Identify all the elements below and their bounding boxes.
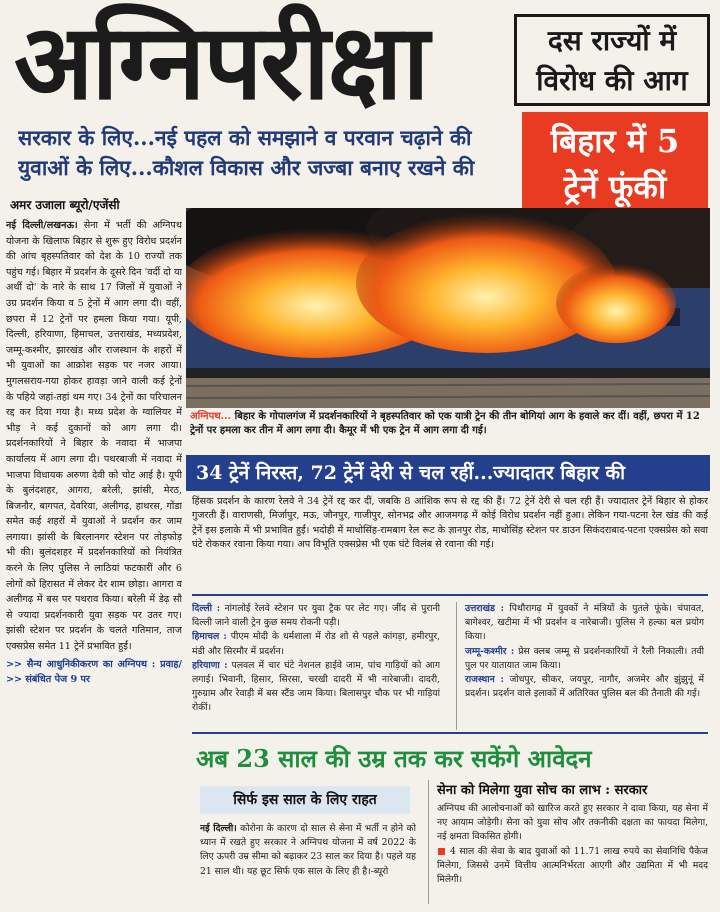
story-heading: 34 ट्रेनें निरस्त, 72 ट्रेनें देरी से चल रहीं...ज्यादातर बिहार की [186, 455, 710, 491]
relief-tag: सिर्फ इस साल के लिए राहत [200, 786, 410, 814]
govt-claim-story [428, 780, 708, 904]
govt-claim-bullet-item [437, 845, 708, 888]
states-column-left [192, 602, 440, 730]
state-text: पलवल में चार घंटे नेशनल हाईवे जाम, पांच गाड़ियों को आग लगाई। भिवानी, हिसार, सिरसा, चरखी दादरी में भी नारेबाजी। दादरी, गुरुग्राम और रेवाड़ी में बस स्टैंड जाम किया। बिलासपुर चौक पर भी गाड़ियां रोकीं। [192, 659, 440, 714]
caption-lead: अग्निपथ... [190, 411, 232, 422]
state-key: राजस्थान : [465, 674, 504, 686]
state-key: दिल्ली : [192, 603, 221, 614]
bullet-icon: ■ [437, 845, 447, 857]
photo-illustration [186, 208, 710, 408]
state-item [192, 602, 440, 630]
state-text: नांगलोई रेलवे स्टेशन पर युवा ट्रैक पर लेट गए। जींद से पुरानी दिल्ली जाने वाली ट्रेन कुछ समय रोकनी पड़ी। [192, 603, 440, 629]
state-key: उत्तराखंड : [465, 603, 505, 614]
masthead-title: अग्निपरीक्षा [14, 2, 428, 122]
govt-claim-heading: सेना को मिलेगा युवा सोच का लाभ : सरकार [437, 783, 648, 798]
relief-story [200, 822, 416, 904]
state-key: हिमाचल : [192, 631, 227, 643]
side-box-protest [514, 14, 710, 106]
state-item [465, 673, 704, 701]
state-text: प्रेस क्लब जम्मू से प्रदर्शनकारियों ने रैली निकाली। तवी पुल पर यातायात जाम किया। [465, 645, 704, 671]
masthead-subtitle-1: सरकार के लिए...नई पहल को समझाने व परवान चढ़ाने की [18, 125, 472, 150]
burning-train-photo [186, 208, 710, 408]
side-box-line: ट्रेनें फूंकीं [563, 168, 667, 206]
state-item [465, 645, 704, 673]
dateline: नई दिल्ली/लखनऊ। [6, 220, 78, 231]
dateline: नई दिल्ली। [200, 823, 237, 834]
photo-caption [190, 410, 710, 450]
states-roundup [192, 594, 708, 734]
state-item [192, 630, 440, 658]
side-box-line: विरोध की आग [536, 64, 688, 97]
relief-text: कोरोना के कारण दो साल से सेना में भर्ती न होने को ध्यान में रखते हुए सरकार ने अग्निपथ योजना में वर्ष 2022 के लिए ऊपरी उम्र सीमा को बढ़ाकर 23 साल कर दिया है। पहले यह 21 साल थी। यह छूट सिर्फ एक साल के लिए ही है।-ब्यूरो [200, 823, 416, 877]
state-text: जोधपुर, सीकर, जयपुर, नागौर, अजमेर और झुंझुनूं में प्रदर्शन। प्रदर्शन वाले इलाकों में अतिरिक्त पुलिस बल की तैनाती की गई। [465, 674, 704, 700]
left-column-body: सेना में भर्ती की अग्निपथ योजना के खिलाफ बिहार से शुरू हुए विरोध प्रदर्शन की आंच बृहस्पतिवार को देश के 10 राज्यों तक पहुंच गई। बिहार में प्रदर्शन के दूसरे दिन 'वर्दी दो या अर्थी दो' के नारे के साथ 17 जिलों में युवाओं ने उग्र प्रदर्शन किया व 5 ट्रेनों में आग लगा दी। वहीं, छपरा में 12 ट्रेनों पर हमला किया गया। यूपी, दिल्ली, हरियाणा, हिमाचल, उत्तराखंड, मध्यप्रदेश, जम्मू-कश्मीर, झारखंड और राजस्थान के शहरों में भी युवाओं का आक्रोश सड़क पर नजर आया। मुगलसराय-गया होकर हावड़ा जाने वाली कई ट्रेनों के पहिये जहां-तहां थम गए। 34 ट्रेनों का परिचालन रद्द कर दिया गया है। मध्य प्रदेश के ग्वालियर में भीड़ ने कई दुकानों को आग लगा दी। प्रदर्शनकारियों ने बिहार के नवादा में भाजपा कार्यालय में आग लगा दी। पथरबाजी में नवादा में भाजपा विधायक अरुणा देवी को चोट आई है। यूपी के बुलंदशहर, आगरा, बरेली, झांसी, मेरठ, बिजनौर, बागपत, देवरिया, अलीगढ़, हाथरस, गोंडा समेत कई शहरों में युवाओं ने प्रदर्शन कर जाम लगाया। झांसी के बिरलानगर स्टेशन पर तोड़फोड़ भी की। बुलंदशहर में प्रदर्शनकारियों को नियंत्रित करने के लिए पुलिस ने लाठियां फटकारीं और 6 लोगों को हिरासत में लेकर देर शाम छोड़ा। आगरा व अलीगढ़ में बस पर पथराव किया। बरेली में डेढ़ सौ से ज्यादा प्रदर्शनकारी युवा सड़क पर उतर गए। झांसी स्टेशन पर प्रदर्शन के चलते गतिमान, ताज एक्सप्रेस समेत 11 ट्रेनें प्रभावित हुईं। [6, 220, 182, 653]
govt-claim-text-2: 4 साल की सेवा के बाद युवाओं को 11.71 लाख रुपये का सेवानिधि पैकेज मिलेगा, जिससे उनमें वित्तीय आत्मनिर्भरता आएगी और उद्यमिता में भी मदद मिलेगी। [437, 845, 709, 886]
byline: अमर उजाला ब्यूरो/एजेंसी [10, 198, 120, 212]
state-key: हरियाणा : [192, 659, 228, 671]
govt-claim-text: अग्निपथ की आलोचनाओं को खारिज करते हुए सरकार ने दावा किया, यह सेना में नए आयाम जोड़ेगी। सेना को युवा सोच और तकनीकी दक्षता का फायदा मिलेगा, नई क्षमता विकसित होगी। [437, 803, 708, 843]
state-item [192, 659, 440, 716]
state-text: पीएम मोदी के धर्मशाला में रोड शो से पहले कांगड़ा, हमीरपुर, मंडी और सिरमौर में प्रदर्शन। [192, 631, 440, 657]
side-box-bihar [522, 112, 708, 216]
side-box-line: बिहार में 5 [550, 122, 680, 160]
age-limit-headline: अब 23 साल की उम्र तक कर सकेंगे आवेदन [196, 744, 592, 773]
state-text: पिथौरागढ़ में युवकों ने मंत्रियों के पुतले फूंके। चंपावत, बागेश्वर, खटीमा में भी प्रदर्शन व नारेबाजी। पुलिस ने हल्का बल प्रयोग किया। [465, 603, 704, 643]
side-box-line: दस राज्यों में [547, 24, 677, 57]
story-body: हिंसक प्रदर्शन के कारण रेलवे ने 34 ट्रेनें रद्द कर दीं, जबकि 8 आंशिक रूप से रद्द की हैं। 72 ट्रेनें देरी से चल रही हैं। ज्यादातर ट्रेनें बिहार से होकर गुजरती हैं। वाराणसी, मिर्जापुर, मऊ, जौनपुर, गाजीपुर, सोनभद्र और आजमगढ़ में कोई विरोध प्रदर्शन नहीं हुआ। लेकिन गया-पटना रेल खंड की कई ट्रेनें इस इलाके में भी प्रभावित हुईं। भदोही में माधोसिंह-रामबाग रेल रूट के ज्ञानपुर रोड, माधोसिंह स्टेशन पर डाउन सिकंदराबाद-पटना एक्सप्रेस को सवा घंटे रोककर रवाना किया गया। अप विभूति एक्सप्रेस भी एक घंटे विलंब से रवाना की गई। [192, 496, 708, 551]
related-link[interactable]: >> सैन्य आधुनिकीकरण का अग्निपथ : प्रवाह/ [6, 658, 182, 670]
states-column-right [456, 602, 704, 730]
state-item [465, 602, 704, 645]
related-link[interactable]: >> संबंधित पेज 9 पर [6, 674, 90, 686]
state-key: जम्मू-कश्मीर : [465, 645, 515, 657]
caption-text: बिहार के गोपालगंज में प्रदर्शनकारियों ने बृहस्पतिवार को एक यात्री ट्रेन की तीन बोगियां आग के हवाले कर दीं। वहीं, छपरा में 12 ट्रेनों पर हमला कर तीन में आग लगा दी। कैमूर में भी एक ट्रेन में आग लगा दी गई। [190, 411, 700, 436]
bottom-stories [192, 780, 708, 904]
left-column-story [6, 218, 182, 908]
masthead-subtitle-2: युवाओं के लिए...कौशल विकास और जज्बा बनाए रखने की [18, 155, 475, 180]
